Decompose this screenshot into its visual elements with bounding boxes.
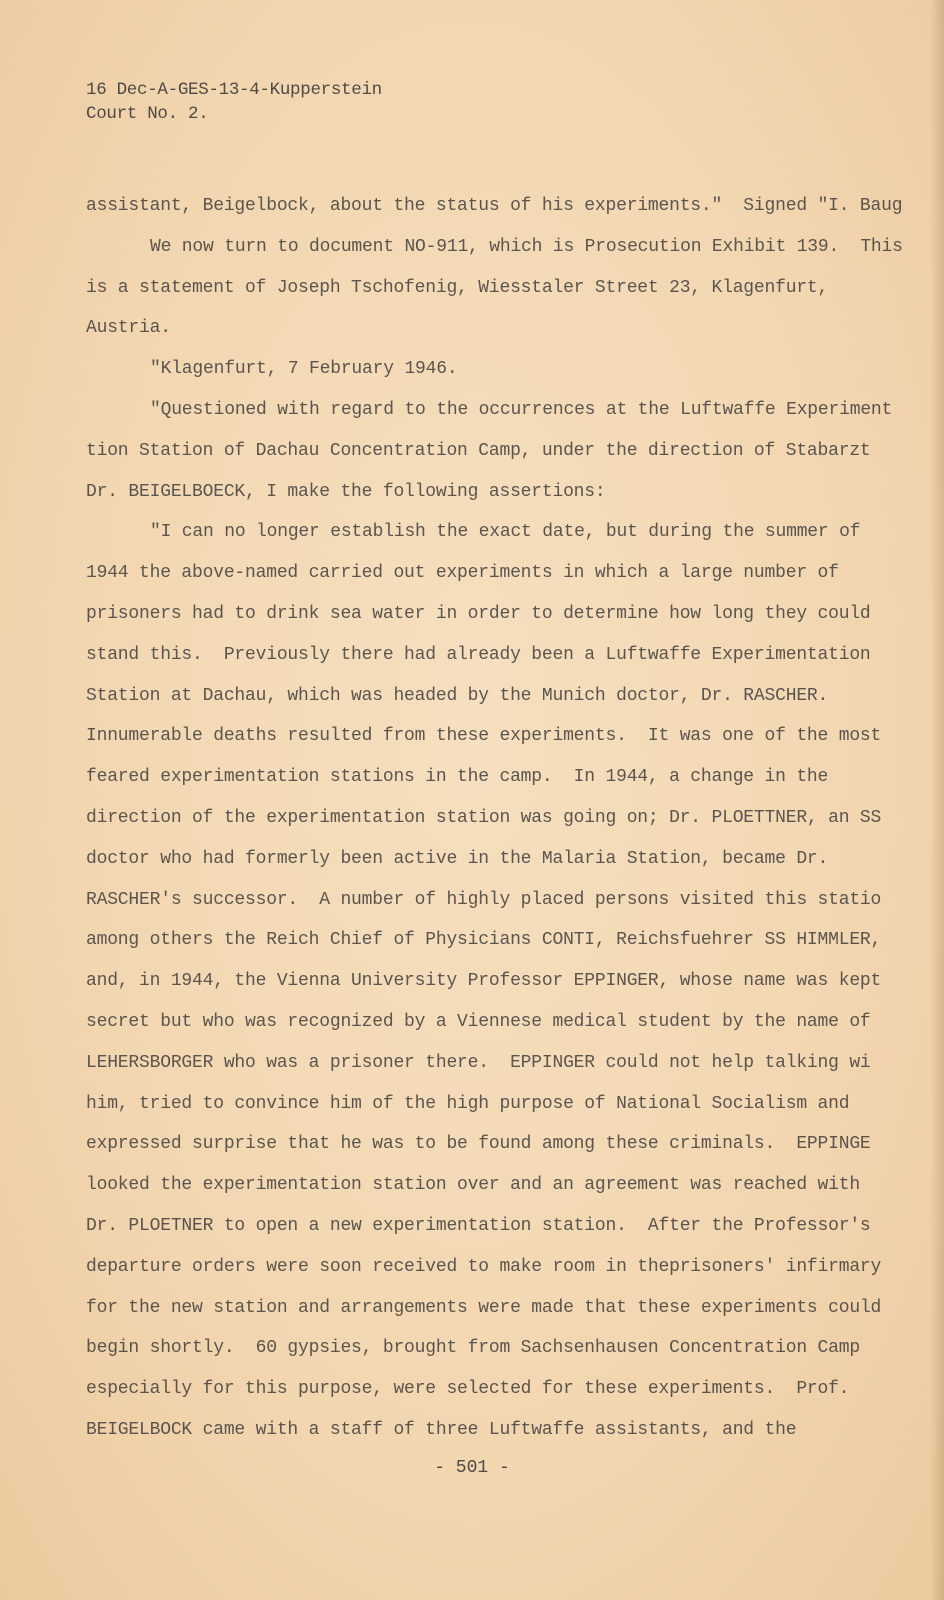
- text-line: "Klagenfurt, 7 February 1946.: [150, 359, 458, 380]
- header-reference: 16 Dec-A-GES-13-4-Kupperstein: [86, 80, 382, 100]
- text-line: secret but who was recognized by a Viennese medical student by the name of: [86, 1012, 871, 1032]
- text-line: for the new station and arrangements were made that these experiments could: [86, 1297, 882, 1318]
- header-court: Court No. 2.: [86, 104, 209, 124]
- text-line: "I can no longer establish the exact date, but during the summer of: [150, 522, 861, 543]
- text-line: stand this. Previously there had already been a Luftwaffe Experimentation: [86, 644, 871, 665]
- text-line: 1944 the above-named carried out experiments in which a large number of: [86, 563, 839, 584]
- text-line: expressed surprise that he was to be found among these criminals. EPPINGE: [86, 1134, 871, 1155]
- text-line: doctor who had formerly been active in the Malaria Station, became Dr.: [86, 848, 829, 869]
- text-line: especially for this purpose, were selected for these experiments. Prof.: [86, 1379, 850, 1400]
- text-line: him, tried to convince him of the high purpose of National Socialism and: [86, 1093, 850, 1114]
- page-edge-shadow: [930, 0, 944, 1600]
- text-line: begin shortly. 60 gypsies, brought from Sachsenhausen Concentration Camp: [86, 1338, 860, 1359]
- text-line: Innumerable deaths resulted from these experiments. It was one of the most: [86, 726, 882, 747]
- text-line: assistant, Beigelbock, about the status of his experiments." Signed "I. Baug: [86, 196, 903, 216]
- text-line: and, in 1944, the Vienna University Professor EPPINGER, whose name was kept: [86, 971, 882, 992]
- text-line: Station at Dachau, which was headed by the Munich doctor, Dr. RASCHER.: [86, 685, 829, 706]
- text-line: Austria.: [86, 318, 171, 339]
- text-line: prisoners had to drink sea water in order to determine how long they could: [86, 604, 871, 624]
- page-number: - 501 -: [434, 1458, 510, 1478]
- text-line: "Questioned with regard to the occurrences at the Luftwaffe Experiment: [150, 400, 893, 420]
- text-line: BEIGELBOCK came with a staff of three Luftwaffe assistants, and the: [86, 1420, 797, 1440]
- text-line: LEHERSBORGER who was a prisoner there. EPPINGER could not help talking wi: [86, 1052, 871, 1073]
- text-line: Dr. PLOETNER to open a new experimentation station. After the Professor's: [86, 1216, 871, 1236]
- text-line: among others the Reich Chief of Physicians CONTI, Reichsfuehrer SS HIMMLER,: [86, 930, 882, 951]
- text-line: is a statement of Joseph Tschofenig, Wiesstaler Street 23, Klagenfurt,: [86, 277, 829, 298]
- text-line: feared experimentation stations in the camp. In 1944, a change in the: [86, 767, 829, 788]
- text-line: We now turn to document NO-911, which is Prosecution Exhibit 139. This: [150, 236, 903, 257]
- text-line: RASCHER's successor. A number of highly placed persons visited this statio: [86, 889, 882, 910]
- text-line: direction of the experimentation station was going on; Dr. PLOETTNER, an SS: [86, 808, 882, 828]
- text-line: departure orders were soon received to make room in theprisoners' infirmary: [86, 1256, 882, 1277]
- text-line: Dr. BEIGELBOECK, I make the following assertions:: [86, 481, 606, 502]
- text-line: tion Station of Dachau Concentration Camp, under the direction of Stabarzt: [86, 440, 871, 461]
- text-line: looked the experimentation station over and an agreement was reached with: [86, 1175, 860, 1196]
